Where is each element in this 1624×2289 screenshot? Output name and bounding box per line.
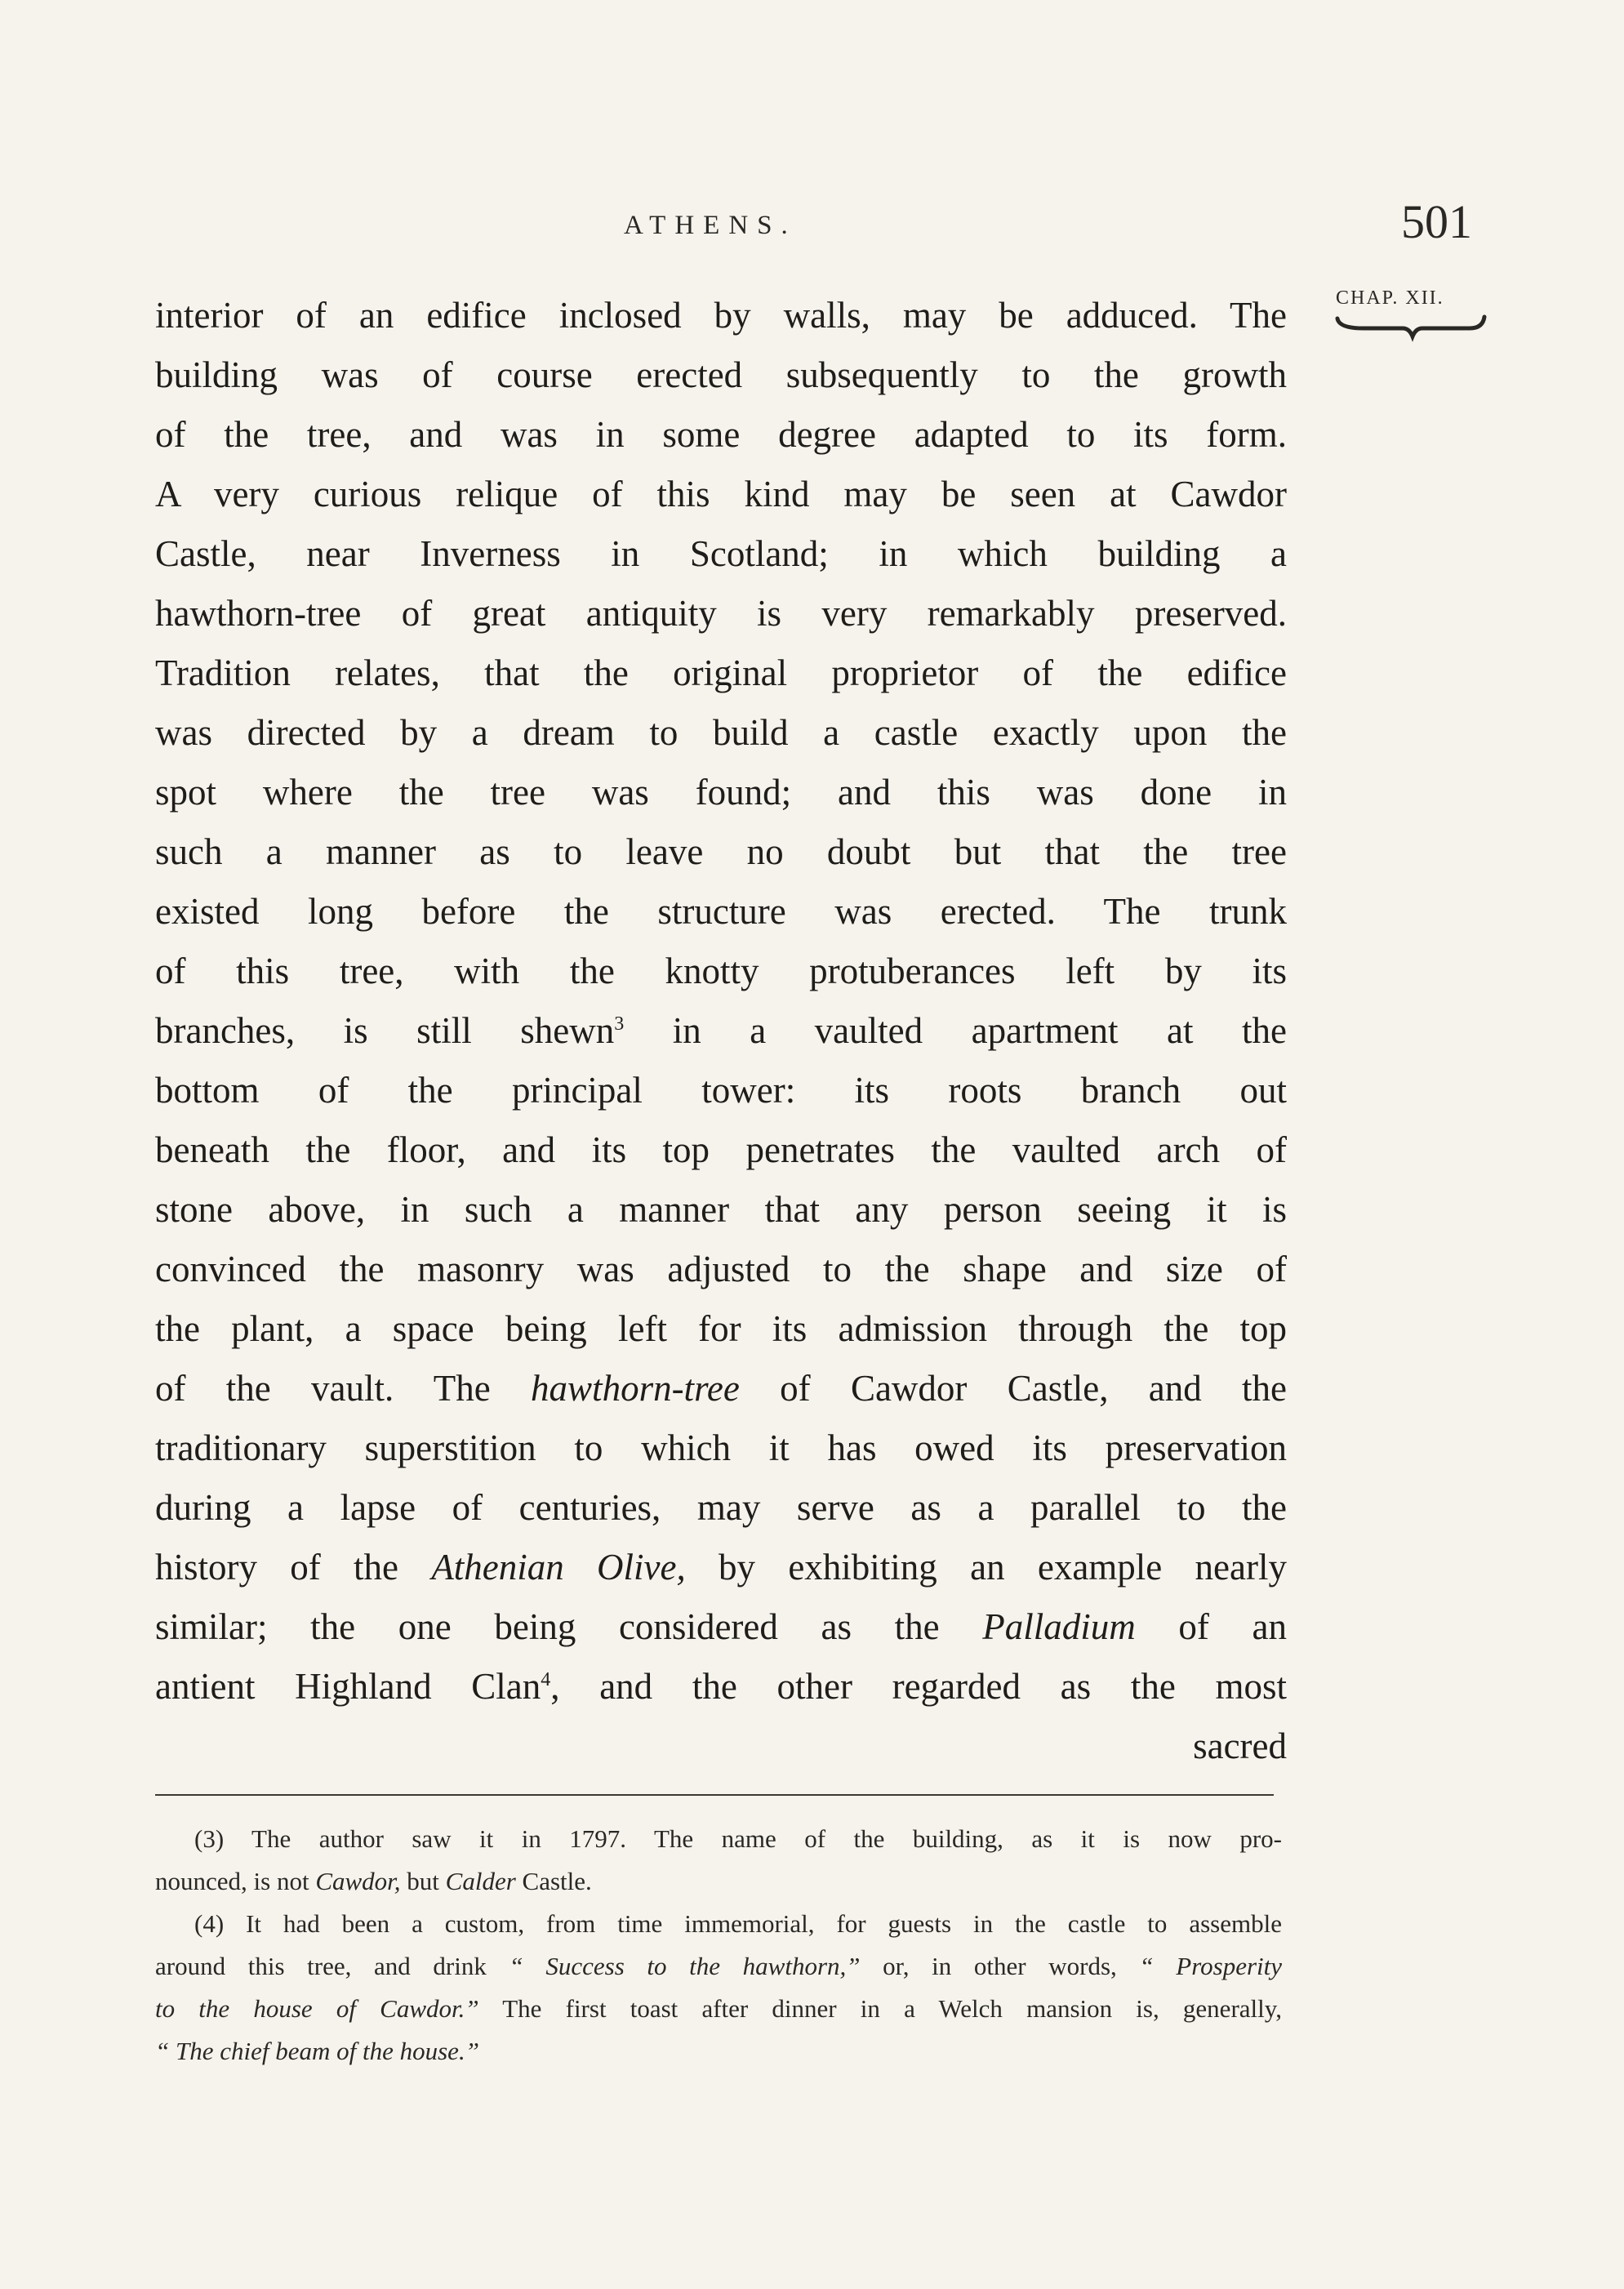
body-line: [155, 1657, 1287, 1717]
chapter-label: CHAP. XII.: [1336, 287, 1444, 309]
text-run: , and the other regarded as the most: [550, 1666, 1287, 1707]
text-run: of the vault. The: [155, 1368, 532, 1409]
text-run: beneath the floor, and its top penetrates the vaulted arch of: [155, 1129, 1287, 1170]
text-run: building was of course erected subsequently to the growth: [155, 354, 1287, 395]
italic-text: hawthorn-tree: [531, 1368, 740, 1409]
footnote-line: [155, 2030, 1282, 2073]
body-line: [155, 1001, 1287, 1061]
italic-text: Palladium: [982, 1606, 1136, 1647]
body-line: [155, 1299, 1287, 1359]
body-line: [155, 405, 1287, 465]
text-run: hawthorn-tree of great antiquity is very remarkably preserved.: [155, 593, 1287, 634]
text-run: was directed by a dream to build a castle exactly upon the: [155, 712, 1287, 753]
footnote-line: [155, 1860, 1282, 1903]
body-text: [155, 286, 1287, 1776]
text-run: or, in other words,: [860, 1952, 1140, 1980]
italic-text: “ Success to the hawthorn,”: [509, 1952, 861, 1980]
text-run: existed long before the structure was erected. The trunk: [155, 891, 1287, 932]
text-run: of the tree, and was in some degree adapted to its form.: [155, 414, 1287, 455]
text-run: sacred: [1193, 1726, 1287, 1766]
text-run: around this tree, and drink: [155, 1952, 509, 1980]
text-run: (4) It had been a custom, from time immemorial, for guests in the castle to assemble: [194, 1909, 1282, 1938]
body-line: [155, 1240, 1287, 1299]
footnote-line: [155, 1903, 1282, 1945]
body-line: [155, 286, 1287, 345]
text-run: traditionary superstition to which it has owed its preservation: [155, 1427, 1287, 1468]
text-run: of Cawdor Castle, and the: [739, 1368, 1287, 1409]
text-run: but: [400, 1867, 446, 1895]
text-run: (3) The author saw it in 1797. The name of the building, as it is now pro-: [194, 1824, 1282, 1853]
text-run: during a lapse of centuries, may serve as a parallel to the: [155, 1487, 1287, 1528]
text-run: stone above, in such a manner that any person seeing it is: [155, 1189, 1287, 1230]
italic-text: to the house of Cawdor.”: [155, 1994, 479, 2023]
text-run: The first toast after dinner in a Welch mansion is, generally,: [478, 1994, 1282, 2023]
text-run: branches, is still shewn: [155, 1010, 615, 1051]
italic-text: “ The chief beam of the house.”: [155, 2037, 479, 2065]
footnote-line: [155, 1818, 1282, 1860]
body-line: [155, 465, 1287, 524]
text-run: bottom of the principal tower: its roots branch out: [155, 1070, 1287, 1111]
text-run: by exhibiting an example nearly: [685, 1547, 1287, 1588]
text-run: Tradition relates, that the original proprietor of the edifice: [155, 652, 1287, 693]
body-line: [155, 1717, 1287, 1776]
text-run: of this tree, with the knotty protuberances left by its: [155, 951, 1287, 991]
body-line: [155, 703, 1287, 763]
text-run: spot where the tree was found; and this was done in: [155, 772, 1287, 813]
text-run: Castle, near Inverness in Scotland; in which building a: [155, 533, 1287, 574]
body-line: [155, 524, 1287, 584]
text-run: similar; the one being considered as the: [155, 1606, 983, 1647]
body-line: [155, 1478, 1287, 1538]
footnote-reference[interactable]: 3: [614, 1013, 625, 1035]
body-line: [155, 1180, 1287, 1240]
body-line: [155, 644, 1287, 703]
body-line: [155, 942, 1287, 1001]
footnote-reference[interactable]: 4: [541, 1669, 551, 1690]
footnotes: [155, 1818, 1282, 2073]
text-run: Castle.: [515, 1867, 592, 1895]
text-run: in a vaulted apartment at the: [624, 1010, 1287, 1051]
text-run: history of the: [155, 1547, 432, 1588]
text-run: such a manner as to leave no doubt but that the tree: [155, 831, 1287, 872]
chapter-margin-note: [1331, 287, 1494, 353]
body-line: [155, 763, 1287, 822]
text-run: of an: [1135, 1606, 1287, 1647]
running-head: ATHENS.: [624, 211, 797, 240]
footnote-rule: [155, 1794, 1274, 1796]
body-line: [155, 1418, 1287, 1478]
text-run: convinced the masonry was adjusted to the shape and size of: [155, 1249, 1287, 1289]
body-line: [155, 882, 1287, 942]
body-line: [155, 1359, 1287, 1418]
page-number: 501: [1401, 195, 1472, 248]
body-line: [155, 1120, 1287, 1180]
italic-text: Athenian Olive,: [431, 1547, 686, 1588]
body-line: [155, 1061, 1287, 1120]
body-line: [155, 1597, 1287, 1657]
body-line: [155, 584, 1287, 644]
italic-text: “ Prosperity: [1139, 1952, 1282, 1980]
body-line: [155, 822, 1287, 882]
italic-text: Calder: [445, 1867, 516, 1895]
brace-ornament: [1331, 312, 1494, 345]
text-run: antient Highland Clan: [155, 1666, 541, 1707]
text-run: nounced, is not: [155, 1867, 316, 1895]
footnote-line: [155, 1945, 1282, 1988]
footnote-line: [155, 1988, 1282, 2030]
body-line: [155, 1538, 1287, 1597]
text-run: the plant, a space being left for its admission through the top: [155, 1308, 1287, 1349]
italic-text: Cawdor,: [315, 1867, 401, 1895]
text-run: A very curious relique of this kind may be seen at Cawdor: [155, 474, 1287, 514]
body-line: [155, 345, 1287, 405]
text-run: interior of an edifice inclosed by walls, may be adduced. The: [155, 295, 1287, 336]
